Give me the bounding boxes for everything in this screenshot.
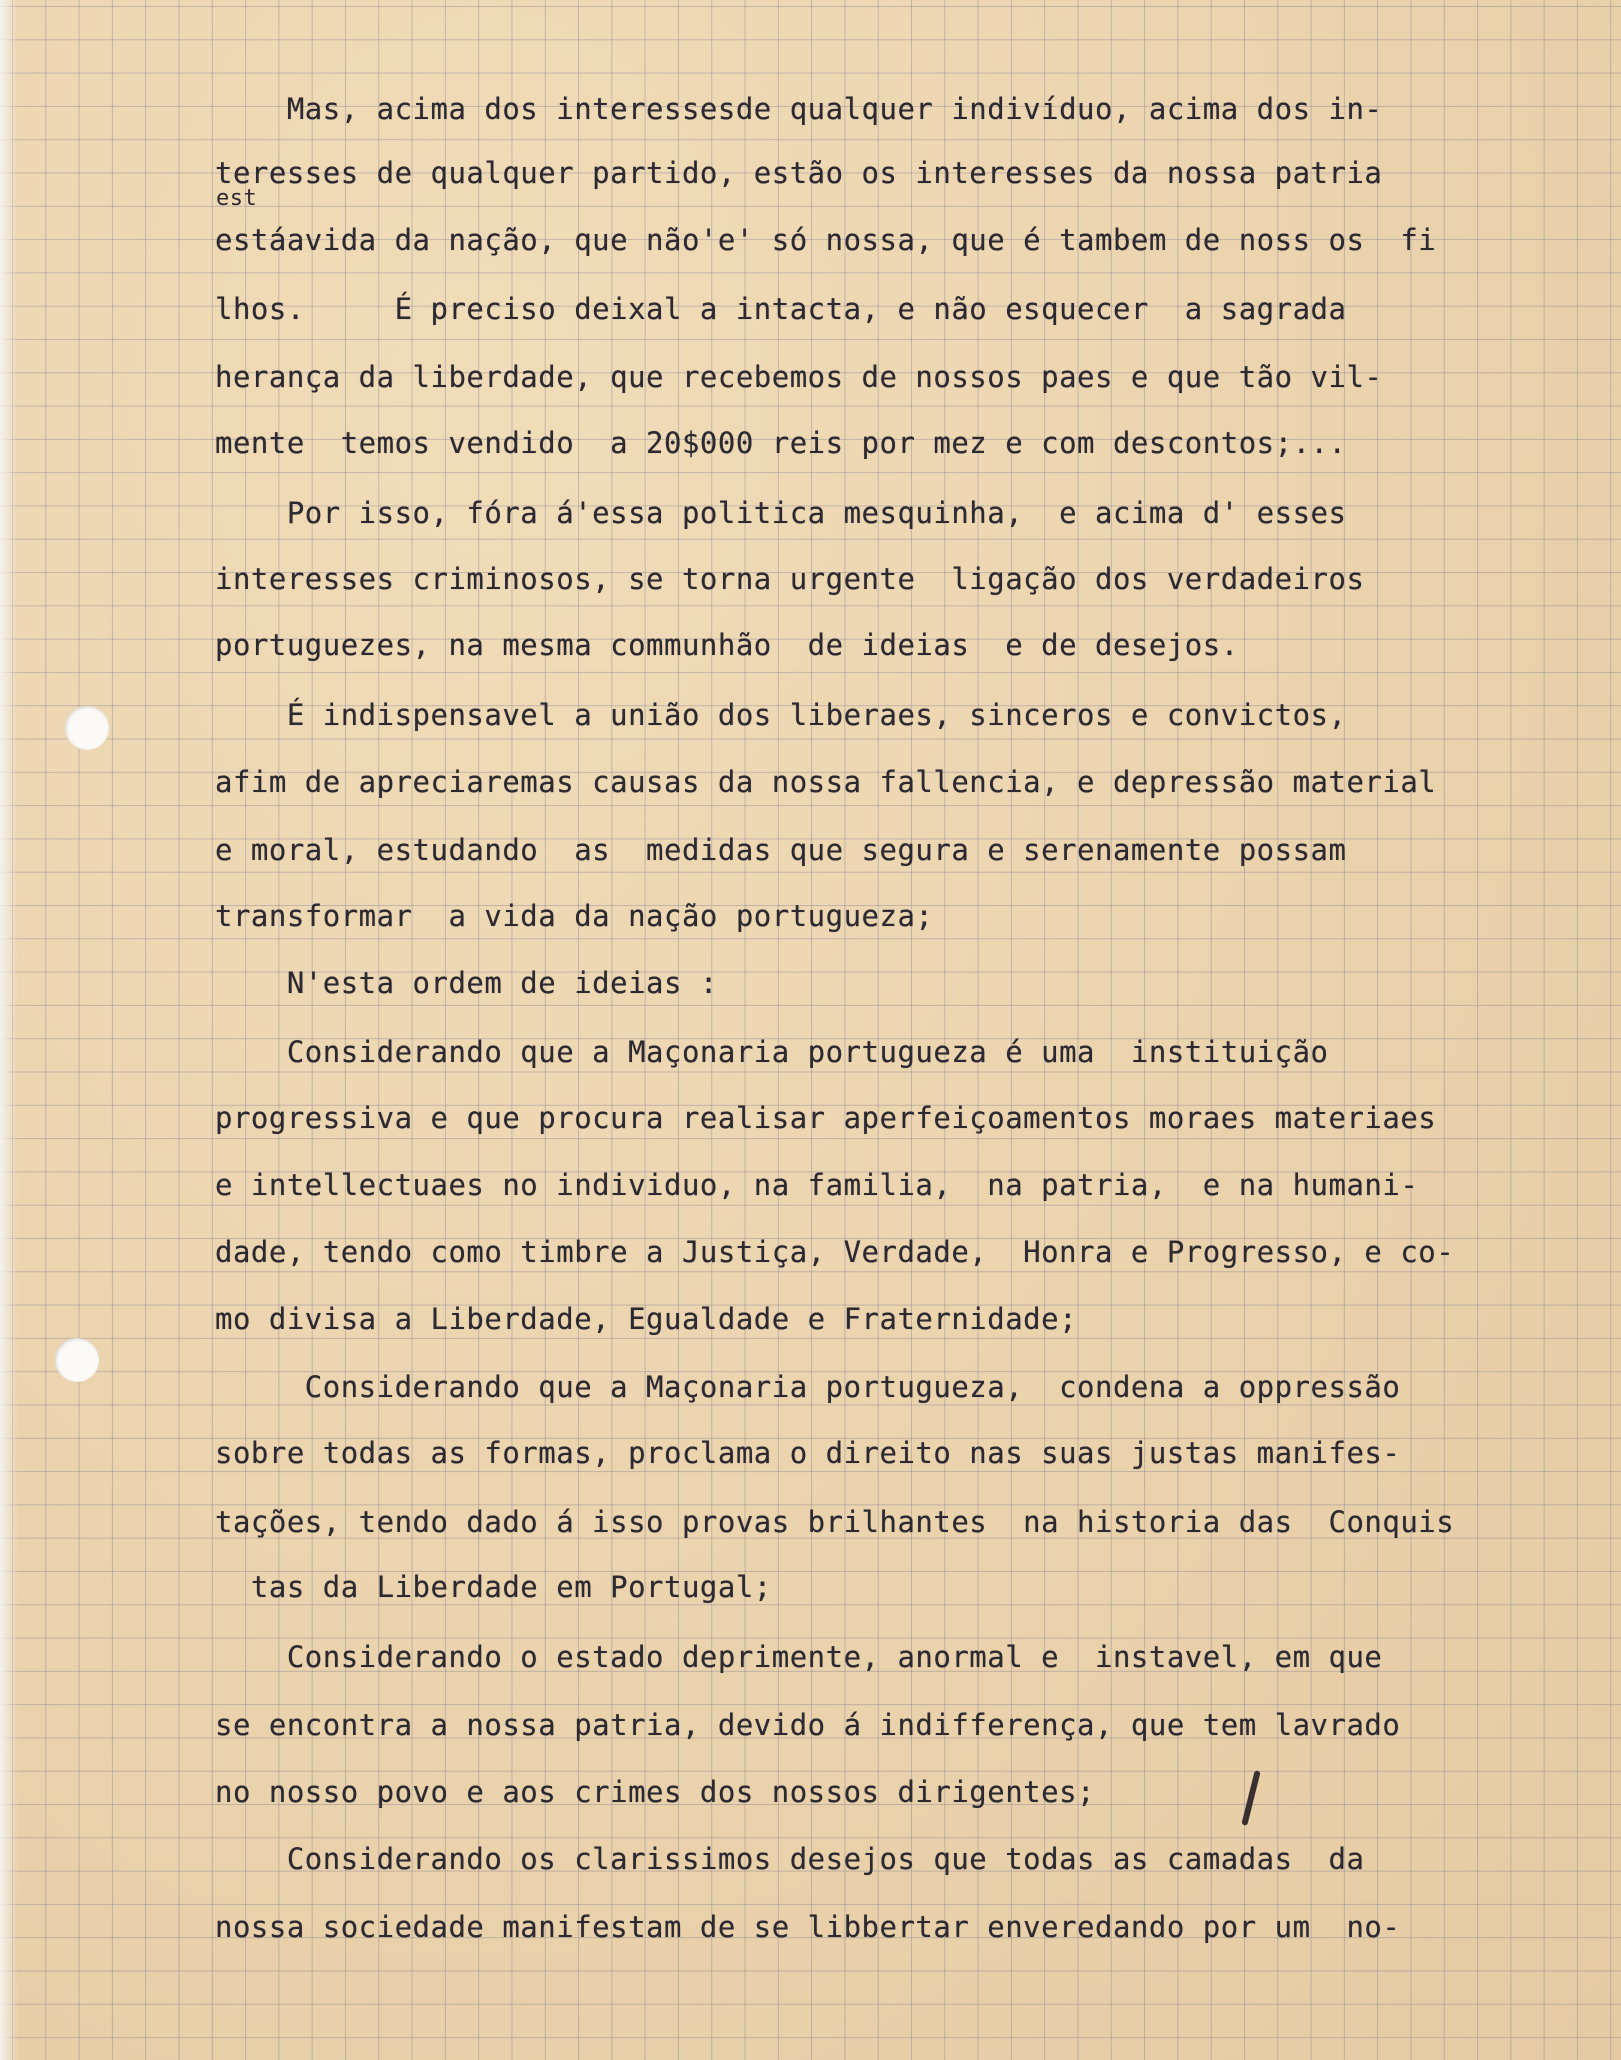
text-line: herança da liberdade, que recebemos de nossos paes e que tão vil-: [215, 360, 1383, 394]
text-line: portuguezes, na mesma communhão de ideias e de desejos.: [215, 628, 1239, 662]
text-line: progressiva e que procura realisar aperfeiçoamentos moraes materiaes: [215, 1101, 1437, 1135]
text-line: e intellectuaes no individuo, na familia, na patria, e na humani-: [215, 1168, 1419, 1202]
text-line: Considerando os clarissimos desejos que todas as camadas da: [215, 1842, 1365, 1876]
text-line: N'esta ordem de ideias :: [215, 966, 718, 1000]
text-line: nossa sociedade manifestam de se libbertar enveredando por um no-: [215, 1910, 1401, 1944]
text-line: no nosso povo e aos crimes dos nossos dirigentes;: [215, 1775, 1096, 1809]
pen-stroke-mark: [1241, 1770, 1260, 1826]
text-line: mo divisa a Liberdade, Egualdade e Fraternidade;: [215, 1302, 1078, 1336]
punch-hole: [65, 706, 109, 750]
text-line: afim de apreciaremas causas da nossa fallencia, e depressão material: [215, 765, 1437, 799]
text-line: mente temos vendido a 20$000 reis por mez e com descontos;...: [215, 426, 1347, 460]
text-line: Considerando o estado deprimente, anormal e instavel, em que: [215, 1640, 1383, 1674]
text-line: tas da Liberdade em Portugal;: [215, 1570, 772, 1604]
text-line: interesses criminosos, se torna urgente ligação dos verdadeiros: [215, 562, 1365, 596]
text-line: Considerando que a Maçonaria portugueza é uma instituição: [215, 1035, 1329, 1069]
text-line: Considerando que a Maçonaria portugueza, condena a oppressão: [215, 1370, 1401, 1404]
text-line: transformar a vida da nação portugueza;: [215, 899, 934, 933]
text-line: Mas, acima dos interessesde qualquer indivíduo, acima dos in-: [215, 92, 1383, 126]
text-line: tações, tendo dado á isso provas brilhantes na historia das Conquis: [215, 1505, 1455, 1539]
text-line: Por isso, fóra á'essa politica mesquinha, e acima d' esses: [215, 496, 1347, 530]
text-line: estáavida da nação, que não'e' só nossa, que é tambem de noss os fi: [215, 223, 1437, 257]
text-line: lhos. É preciso deixal a intacta, e não esquecer a sagrada: [215, 292, 1347, 326]
punch-hole: [55, 1338, 99, 1382]
text-line: teresses de qualquer partido, estão os interesses da nossa patria: [215, 156, 1383, 190]
text-line: sobre todas as formas, proclama o direito nas suas justas manifes-: [215, 1436, 1401, 1470]
text-line: e moral, estudando as medidas que segura e serenamente possam: [215, 833, 1347, 867]
text-line: É indispensavel a união dos liberaes, sinceros e convictos,: [215, 698, 1347, 732]
interlinear-note: est: [216, 186, 258, 211]
text-line: dade, tendo como timbre a Justiça, Verdade, Honra e Progresso, e co-: [215, 1235, 1455, 1269]
text-line: se encontra a nossa patria, devido á indifferença, que tem lavrado: [215, 1708, 1401, 1742]
